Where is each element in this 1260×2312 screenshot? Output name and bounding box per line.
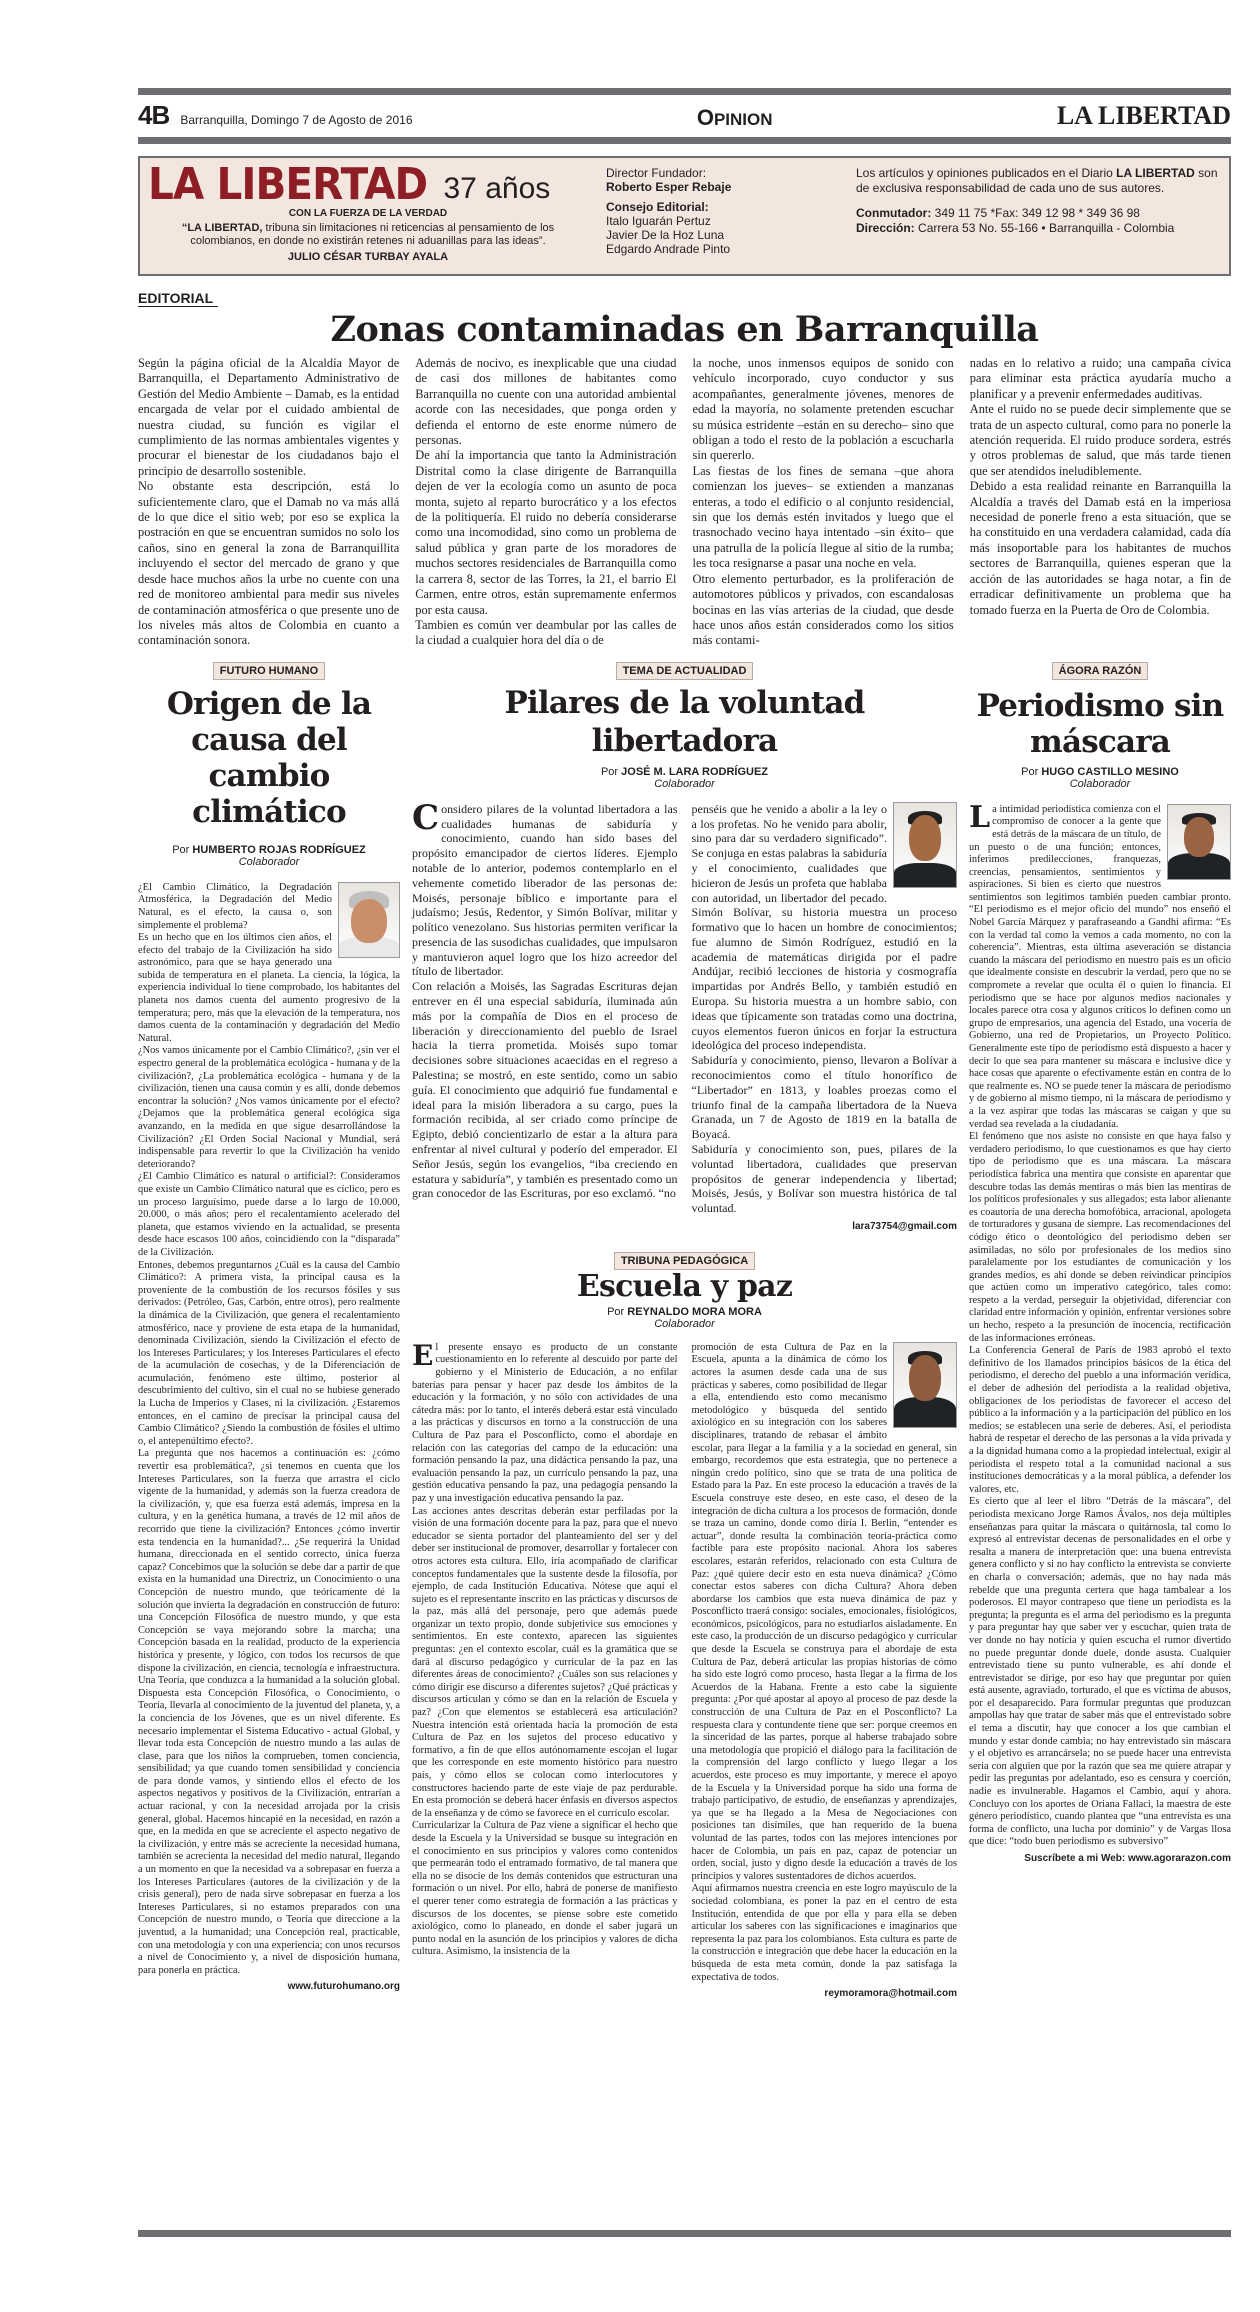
paragraph: La Conferencia General de París de 1983 aprobó el texto definitivo de los llamados principios básicos de la ética del periodismo, el derecho del pueblo a una información verídica, el deber de adhesión del periodista a la realidad objetiva, obligaciones de los periodistas de favorecer el acceso del público a la información y a la participación del público en los medios; se establecen una serie de deberes. Así, el periodista habrá de respetar el derecho de las personas a la vida privada y a la dignidad humana como a la propiedad intelectual, exigir al periodista el respeto total a la comunidad nacional a sus instituciones democráticas y a la moral pública, a defender los valores, etc. [969,1345,1231,1495]
article-badge: TEMA DE ACTUALIDAD [616,662,754,680]
paragraph: onsidero pilares de la voluntad libertadora a las cualidades humanas de sabiduría y conocimiento, cuando han sido bases del propósito emancipador de ciertos líderes. Ejemplo notable de lo anterior, podemos contemplarlo en el vehemente cometido liberador de las personas de: Moisés, personaje bíblico e importante para el judaísmo; Jesús, Redentor, y Simón Bolívar, militar y político venezolano. Sus historias permiten verificar la presencia de las susodichas cualidades, que impulsaron y mantuvieron aquel logro que los hizo acreedor del título de libertador. [412,801,678,979]
website-link[interactable]: www.futurohumano.org [287,1981,400,1993]
paragraph: Según la página oficial de la Alcaldía Mayor de Barranquilla, el Departamento Administrativo de Gestión del Medio Ambiente – Damab, es la entidad encargada de velar por el cuidado ambiental de nuestra ciudad, su función es vigilar el cumplimiento de las normas ambientales vigentes y procurar el bienestar de los ciudadanos bajo el principio de desarrollo sostenible. [138,356,400,478]
paragraph: La pregunta que nos hacemos a continuación es: ¿cómo revertir esa problemática?, ¿si tenemos en cuenta que los Intereses Particulares, son la fuerza que arrastra el ciclo vigente de la humanidad, y además son la fuerza creadora de la civilización, y, que esa fuerza está además, impresa en la cultura, y en la genética humana, a través de 12 mil años de recorrido que tiene la civilización? Entonces ¿cómo invertir esta tendencia en la humanidad?... ¿Se requerirá la Unidad humana, direccionada en el sentido correcto, única fuerza capaz? Concebimos que la solución se debe dar a partir de que exista en la humanidad una Directriz, un Conocimiento o una Concepción de nuestro mundo, que teóricamente dé la solución que invierta la degradación en construcción de futuro: una Concepción Filosófica de nuestro mundo, y que esta Concepción se vaya mejorando sobre la marcha; una Concepción basada en la realidad, producto de la experiencia histórica y presente, y lógico, con todos los recursos de que dispone la civilización, en ciencia, tecnología e infraestructura. Una Teoría, que conduzca a la humanidad a la solución global. Dispuesta esta Concepción Filosófica, o Conocimiento, o Teoría, llevarla al conocimiento de la juventud del planeta, y, a la conciencia de los Jóvenes, que es un nivel diferente. Es necesario implementar el Sistema Educativo - actual Global, y llevar toda esta Concepción de nuestro mundo a las aulas de clase, para que los niños la comprueben, tomen conciencia, sensibilidad; ya que cuando tomen sensibilidad y conciencia de para donde vamos, y sintiendo ellos el efecto de los aspectos negativos y positivos de la Civilización, entrarían a actuar racional, y con la necesidad arrojada por la crisis general, global. Hacemos hincapié en la necesidad, en razón a que, en la medida en que se acreciente el aspecto negativo de la civilización, y entre más se acreciente la necesidad humana, también se acrecienta la necesidad del medio natural, llegando a un momento en que la necesidad va a sobrepasar en fuerza a los Intereses Particulares (autores de la civilización y de la crisis general), pero de nada sirve sobrepasar en fuerza a los Intereses Particulares, si no estamos preparados con una Concepción de nuestro mundo, o Teoría que direccione a la juventud, a la humanidad; una Concepción real, practicable, con una metodología y con una experiencia; con unos recursos a nivel de Conocimiento y, a nivel de disposición humana, para ponerla en práctica. [138,1448,400,1976]
article-escuela [412,1249,957,2001]
drop-cap: C [412,797,440,838]
editorial-column [138,356,399,649]
top-rule [138,88,1231,95]
article-badge: FUTURO HUMANO [213,662,325,680]
website-link[interactable]: Suscríbete a mi Web: www.agorarazon.com [1024,1853,1231,1864]
author-role: Colaborador [238,855,300,868]
masthead-logo: LA LIBERTAD [148,159,428,210]
editorial-title: Zonas contaminadas en Barranquilla [330,309,1039,350]
article-byline [969,766,1231,778]
paragraph: ¿El Cambio Climático es natural o artificial?: Consideramos que existe un Cambio Climático natural que es cíclico, pero es un proceso larguísimo, puede darse a lo largo de 10.000, 20.000, o más años; pero el recalentamiento acelerado del planeta, que estamos viviendo en la actualidad, se presenta desde hace escasos 100 años, coincidiendo con la “disparada” de la Civilización. [138,1171,400,1258]
article-body [969,799,1231,1849]
masthead-box [138,156,1231,276]
council-member: Edgardo Andrade Pinto [606,242,731,256]
paragraph: Otro elemento perturbador, es la proliferación de automotores públicos y privados, con escandalosas bocinas en las vías arterias de la ciudad, que desde hace unos años están considerados como los sitios más contami- [692,571,954,648]
paragraph: Debido a esta realidad reinante en Barranquilla la Alcaldía a través del Damab está en la imperiosa necesidad de ponerle freno a esta situación, que se ha constituido en una verdadera calamidad, cada día más insoportable para los habitantes de muchos sectores de Barranquilla, quienes esperan que la acción de las autoridades se haga notar, a fin de erradicar definitivamente un problema que ha tomado fuerza en la Puerta de Oro de Colombia. [969,479,1231,617]
disclaimer-part: son de exclusiva responsabilidad de cada uno de sus autores. [856,166,1218,195]
author-photo [893,1342,957,1428]
editorial-body [138,356,1231,649]
paragraph: Las fiestas de los fines de semana –que ahora comienzan los jueves– se extienden a manzanas enteras, a todo el edificio o al conjunto residencial, sin que los demás estén invitados y luego que el trasnochado vecino haya intentado –sin éxito– que una patrulla de la policía llegue al sitio de la rumba; les toca resignarse a pasar una noche en vela. [692,463,954,571]
page-info [138,100,413,131]
editorial-column [415,356,676,649]
masthead-contact [846,158,1229,274]
paragraph: promoción de esta Cultura de Paz en la Escuela, apunta a la dinámica de cómo los actores la asumen desde cada una de sus prácticas y saberes, como posibilidad de llegar a ella, entendiendo esto como mecanismo metodológico y búsqueda del sentido axiológico en su integración con los saberes disciplinares, tratando de rebasar el ámbito escolar, para llegar a la familia y a la sociedad en general, sin embargo, recordemos que esta estrategia, que no pertenece a ningún credo político, sino que se trata de una política de Estado para la Paz. En este proceso la educación a través de la Escuela construye este deseo, en este caso, el deseo de la integración de dicha cultura a los procesos de formación, donde se traza un camino, donde como diría I. Berlin, “entender es actuar”, donde resulta la combinación teoría-práctica como factible para este propósito nacional. Ahora los saberes escolares, estarán referidos, relacionado con esta Cultura de Paz: ¿qué quiere decir esto en esta nueva dinámica? ¿Cómo conectar estos saberes con dicha Cultura? Ahora deben abordarse los cambios que esta nueva dinámica de paz y Posconflicto traerá consigo: sociales, emocionales, fisiológicos, económicos, psicológicos, para no estudiarlos aisladamente. En este caso, la producción de un discurso pedagógico y curricular que desde la Escuela se construya para el abordaje de esta Cultura de Paz, deberá articular las propias historias de cómo ha sido este logró como proceso, hasta llegar a la firma de los Acuerdos de la Habana. Frente a esto cabe la siguiente pregunta: ¿Por qué apostar al apoyo al proceso de paz desde la construcción de una Cultura de Paz en el Posconflicto? La respuesta clara y contundente tiene que ser: porque creemos en la sinceridad de las partes, porque al haberse trabajado sobre una metodología que propició el diálogo para la facilitación de la comprensión del largo conflicto y luego llegar a los acuerdos, este proceso es muy importante, y merece el apoyo de la Escuela y la Universidad porque ha sido una forma de trabajo participativo, de estudio, de enseñanzas y aprendizajes, ya que se ha llegado a la Mesa de Negociaciones con posiciones tan disímiles, que han requerido de la buena voluntad de las partes, todos con las mejores intenciones por hacer de Colombia, un país en paz, capaz de potenciar un orden, social, justo y digno desde la educación a través de los principios y valores sustentadores de dichos acuerdos. [691,1341,957,1882]
quote-author: JULIO CÉSAR TURBAY AYALA [287,251,449,263]
byline-prefix: Por [600,765,622,778]
paragraph: Entones, debemos preguntarnos ¿Cuál es la causa del Cambio Climático?: A primera vista, la principal causa es la proveniente de la combustión de los recursos fósiles y sus derivados: (Petróleo, Gas, Carbón, entre otros), pero realmente la dinámica de la Civilización, que genera el recalentamiento atmosférico, nace y proviene de esta etapa de la humanidad, denominada Civilización, siendo la Civilización el efecto de los Intereses Particulares; y los Intereses Particulares el efecto de la acumulación de cosechas, y de la Diferenciación de acumulación, fenómeno este último, posterior al descubrimiento del cultivo, sin el cual no se hubiese generado la Lucha de Imperios y Clases, ni la civilización. ¿Estaremos entonces, en el camino de precisar la principal causa del Cambio Climático? ¿Siendo la combustión de fósiles el ultimo o, el antepenúltimo efecto?. [138,1259,400,1447]
disclaimer-part: Los artículos y opiniones publicados en el Diario [856,166,1117,180]
byline-prefix: Por [172,843,193,856]
paragraph: Con relación a Moisés, las Sagradas Escrituras dejan entrever en él una especial sabiduría, iluminada aún más por la compañía de Dios en el proceso de liberación y direccionamiento del pueblo de Israel hacia la tierra prometida. Moisés supo tomar decisiones sobre situaciones acaecidas en el regreso a Palestina; se mostró, en este sentido, como un sabio guía. El conocimiento que adquirió fue fundamental e ideal para la misión liberadora a su cargo, pues la formación recibida, al ser criado como príncipe de Egipto, debió concientizarlo de estar a la altura para enfrentar al nivel cultural y poderío del emperador. El Señor Jesús, según los evangelios, “iba creciendo en estatura y sabiduría”, y también es presentado como un gran conocedor de las Escrituras, por eso exclamó. “no [412,979,678,1201]
masthead-logo-area [140,158,596,274]
header-rule [138,137,1231,144]
paragraph: De ahí la importancia que tanto la Administración Distrital como la clase dirigente de Barranquilla dejen de ver la ecología como un asunto de poca monta, sujeto al reparto burocrático y a los efectos de la politiquería. El ruido no debería considerarse como una incomodidad, sino como un problema de salud pública y gran parte de los moradores de muchos sectores residenciales de Barranquilla como la carrera 8, sector de las Torres, la 21, el barrio El Carmen, entre otros, están supremamente enfermos por esta causa. [415,448,677,617]
byline-prefix: Por [607,1305,628,1318]
article-title: Escuela y paz [576,1268,793,1304]
article-title: Origen de la causa del cambio climático [166,685,372,830]
masthead-tagline: CON LA FUERZA DE LA VERDAD [288,208,448,219]
article-title: Periodismo sin máscara [976,687,1224,760]
article-byline [138,844,400,856]
masthead-quote [148,222,588,248]
editorial-label: EDITORIAL [138,290,218,307]
author-role: Colaborador [654,777,715,790]
paragraph: Tambien es común ver deambular por las calles de la ciudad a cualquier hora del día o de [415,617,677,648]
article-futuro-humano [138,659,400,2001]
paragraph: nadas en lo relativo a ruido; una campaña cívica para eliminar esta práctica ayudaría mucho a planificar y a prevenir enfermedades auditivas. [969,356,1231,401]
byline-prefix: Por [1021,765,1042,778]
author-name: HUMBERTO ROJAS RODRÍGUEZ [192,843,366,856]
brand-name: LA LIBERTAD [1056,101,1231,130]
phone-value: 349 11 75 *Fax: 349 12 98 * 349 36 98 [931,206,1140,220]
paragraph: El fenómeno que nos asiste no consiste en que haya falso y verdadero periodismo, lo que cuestionamos es que hay cierto tipo de periodismo que es una máscara. La máscara periodística fabrica una mentira que consiste en aparentar que descubre todas las demás mentiras o más bien las mentiras de los políticos profesionales y sus allegados; esta labor alienante es coautoría de una derecha homofóbica, arracional, apologeta de torturadores y gusana de siempre. Las recomendaciones del código ético o deontológico del periodismo deben ser asimiladas, no sólo por profesionales de los medios sino paralelamente por los estudiantes de comunicación y los grandes medios, es ahí donde se deben reivindicar principios que actúen como un imperativo categórico, tales como: respeto a la verdad, perseguir la objetividad, diferenciar con claridad entre información y opinión, enfrentar versiones sobre un hecho, respeto a la presunción de inocencia, rectificación de las informaciones erróneas. [969,1131,1231,1344]
paragraph: a intimidad periodística comienza con el compromiso de conocer a la gente que está detrás de la máscara de un título, de un puesto o de una función; entonces, inferimos predilecciones, franquezas, creencias, pensamientos, sentimientos y aspiraciones. Si bien es cierto que nuestros sentimientos son legítimos también pueden cambiar pronto. “El periodismo es el mejor oficio del mundo” nos enseñó el Nobel García Márquez y parafraseando a Gandhi afirma: “Es con la verdad tal como la vemos a cada momento, no con la coherencia”. Mientras, esta última aseveración se distancia cuando la máscara del periodismo en nuestro país es un oficio que idealmente consiste en descubrir la verdad, pero que no se compromete a revelar que oculta él o quien lo financia. El periodismo que se hace por algunos medios nacionales y locales parece otra cosa y algunos críticos lo definen como un grupo de empresarios, una agencia del Estado, una vocería de Gobierno, una red de Propietarios, un Proyecto Político. Generalmente este tipo de periodismo está dispuesto a hacer y decir lo que sea para mantener su máscara e inclusive dice y hace cosas que aparente o efectivamente están en contra de lo que realmente es. NO se puede tener la máscara de periodismo y de gobierno al mismo tiempo, ni la máscara de periodismo y a la vez aspirar que todas las máscaras se caigan y que su verdad sea revelada a la ciudadanía. [969,803,1231,1130]
article-column [692,802,958,1235]
article-badge: TRIBUNA PEDAGÓGICA [614,1252,755,1270]
masthead-staff [596,158,846,274]
author-name: REYNALDO MORA MORA [627,1305,762,1318]
article-byline [412,1306,957,1318]
disclaimer-brand: LA LIBERTAD [1116,166,1195,180]
anniversary-label: 37 años [443,172,551,205]
page-number: 4B [138,100,170,130]
quote-text: tribuna sin limitaciones ni reticencias al pensamiento de los colombianos, en donde no existirán retenes ni aduanillas para las ideas”. [190,222,555,247]
paragraph: penséis que he venido a abolir a la ley o a los profetas. No he venido para abolir, sino para dar su verdadero significado”. Se conjuga en estas palabras la sabiduría y el conocimiento, cualidades que hicieron de Jesús un profeta que hablaba con autoridad, un libertador del pecado. Simón Bolívar, su historia muestra un proceso formativo que lo hacen un hombre de conocimientos; fue alumno de Simón Rodríguez, estudió en la academia de matemáticas dirigida por el padre Andújar, recibió lecciones de historia y cosmografía impartidas por Andrés Bello, y también estudió en Europa. Su historia muestra a un hombre sabio, con ideas que típicamente son tratadas como una doctrina, cuyos elementos fueron únicos en forjar la estructura ideológica del proceso independista. [691,801,957,1053]
article-agora-razon [969,659,1231,2001]
paragraph: Sabiduría y conocimiento son, pues, pilares de la voluntad libertadora, cualidades que preservan propósitos de generar independencia y libertad; Moisés, Jesús, y Bolívar son muestra histórica de tal voluntad. [691,1142,957,1216]
paragraph: Además de nocivo, es inexplicable que una ciudad de casi dos millones de habitantes como Barranquilla no cuente con una autoridad ambiental acorde con las necesidades, que ponga orden y defienda el entorno de este enorme número de personas. [415,356,677,448]
phone-line [856,206,1219,221]
opinion-section [138,659,1231,2001]
author-role: Colaborador [654,1317,715,1330]
page-header [138,95,1231,135]
drop-cap: L [969,799,991,835]
page-date: Barranquilla, Domingo 7 de Agosto de 2016 [180,113,413,127]
paragraph: Es cierto que al leer el libro “Detrás de la máscara”, del periodista mexicano Jorge Ramos Ávalos, nos deja múltiples enseñanzas para quitar la máscara o quitárnosla, tal como lo expresó al entrevistar decenas de personalidades en el orbe y resalta a manera de interpretación que: una buena entrevista genera conflicto y si no hay conflicto la entrevista se convierte en charla o conversación; además, que no hay nada más rebelde que una pregunta certera que haga tambalear a los poderosos. El mayor contrapeso que tiene un periodista es la pregunta; la pregunta es el arma del periodismo es la pregunta y para preguntar hay que saber ver y escuchar, quien trata de ver donde no hay noticia y quien escucha el rumor divertido no puede preguntar donde duele, donde asusta. Cualquier entrevistado tiene su punto vulnerable, es ahí donde el entrevistador se dirige, por eso hay que preguntar por quien está ausente, agraviado, torturado, el que es víctima de abusos, por el desaparecido. Para formular preguntas que produzcan ampollas hay que tratar de saber más que el entrevistado sobre el tema a discutir, hay que conocer a los que cambian el mundo y estar donde cambia; no hay entrevistado sin máscara y el objetivo es arrancársela; no se puede hacer una entrevista seria con alguien que por la razón que sea me quiere atrapar y pedir las preguntas por adelantado, eso es censura y coerción, nadie es invulnerable. Hagamos el Cambio, aquí y ahora. Concluyo con los aportes de Oriana Fallaci, la maestra de este género periodístico, cuando plantea que “una entrevista es una forma de conflicto, una lucha por dominio” y de Vargas llosa que dice: “todo buen periodismo es subversivo” [969,1496,1231,1848]
bottom-rule [138,2230,1231,2237]
disclaimer [856,166,1219,196]
article-pilares [412,659,957,1235]
article-byline [412,766,957,778]
article-body [138,882,400,1978]
article-title: Pilares de la voluntad libertadora [504,684,865,759]
author-photo [338,882,400,958]
article-badge: ÁGORA RAZÓN [1052,662,1149,680]
address-label: Dirección: [856,221,915,235]
paragraph: Es un hecho que en los últimos cien años, el efecto del trabajo de la Civilización ha sido astronómico, para que se haya generado una subida de temperatura en el planeta. La ciencia, la lógica, la experiencia individual lo tiene comprobado, los habitantes del planeta nos damos cuenta del aumento progresivo de la temperatura; pero, más que la elevación de la temperatura, nos damos cuenta de la contaminación y degradación del Medio Natural. [138,932,400,1044]
council-member: Javier De la Hoz Luna [606,228,725,242]
author-email[interactable]: reymoramora@hotmail.com [824,1988,957,2000]
paragraph: No obstante esta descripción, está lo suficientemente claro, que el Damab no va más allá de lo que dice el sitio web; por eso se explica la postración en que se encuentran sumidos no solo los caños, sino en general la zona de Barranquillita incluyendo el sector del mercado de grano y que desde hace muchos años la urbe no cuente con una red de monitoreo ambiental para medir sus niveles de contaminación atmosférica o que presente uno de los niveles más altos de Colombia en cuanto a contaminación sonora. [138,479,400,648]
author-photo [1167,804,1231,880]
quote-brand: “LA LIBERTAD, [181,222,263,234]
paragraph: ¿El Cambio Climático, la Degradación Atmosférica, la Degradación del Medio Natural, es el efecto, la causa o, son simplemente el problema? [138,881,332,931]
phone-label: Conmutador: [856,206,932,220]
paragraph: Sabiduría y conocimiento, pienso, llevaron a Bolívar a reconocimientos como el título honorífico de “Libertador” en 1813, y loables proezas como el triunfo final de la campaña libertadora de la Nueva Granada, un 7 de Agosto de 1819 en la batalla de Boyacá. [691,1053,957,1142]
paragraph: ¿Nos vamos únicamente por el Cambio Climático?, ¿sin ver el espectro general de la problemática ecológica - humana y de la civilización?, ¿La problemática ecológica - humana y de la civilización, tienen una causa común y es allí, donde debemos encontrar la solución? ¿Nos vamos únicamente por el efecto? ¿Dejamos que la problemática general ecológica siga avanzando, en la medida en que sigue desarrollándose la Civilización? ¿El Orden Social Nacional y Mundial, será indispensable para revertir lo que la Civilización ha venido deteriorando? [138,1045,400,1170]
director-name: Roberto Esper Rebaje [606,180,732,194]
author-name: HUGO CASTILLO MESINO [1041,765,1179,778]
newspaper-page [138,88,1231,2001]
council-member: Italo Iguarán Pertuz [606,214,711,228]
section-rest: PINION [713,110,773,129]
middle-column [412,659,957,2001]
section-title [697,105,773,131]
director-label: Director Fundador: [606,166,707,180]
address-value: Carrera 53 No. 55-166 • Barranquilla - Colombia [914,221,1175,235]
address-line [856,221,1219,236]
author-photo [893,802,957,888]
paragraph: Las acciones antes descritas deberán estar perfiladas por la visión de una formación docente para la paz, para que el nuevo educador se sienta portador del planteamiento del ser y del deber ser institucional de promover, desarrollar y fortalecer con otros actores esta cultura. Ello, iría acompañado de clarificar conceptos fundamentales que la sustente desde la filosofía, por ejemplo, de cada Institución Educativa. Nótese que aquí el sujeto es el representante inscrito en las prácticas y discursos de la paz, más allá del personaje, pero que además puede organizar un texto propio, donde subjetivice sus emociones y sentimientos. En este contexto, aparecen las siguientes preguntas: ¿en el contexto escolar, cuál es la gramática que se dará al discurso pedagógico y curricular de la paz en las diferentes áreas de conocimiento? ¿Cuáles son sus relaciones y cómo dirigir ese discurso a diferentes sujetos? ¿Qué prácticas y discursos articulan y cómo se dan en la relación de Escuela y paz? ¿Con que elementos se establecerá esa articulación? Nuestra intención está orientada hacia la promoción de esta Cultura de Paz en los sujetos del proceso educativo y formativo, a fin de que ellos autónomamente escojan el lugar que les corresponde en este momento histórico para nuestro país, y cómo ellos se colocan como interlocutores y constructores haciendo parte de este viaje de paz perdurable. En esta promoción se deberá hacer énfasis en diversos aspectos de la enseñanza y de cómo se favorece en el currículo escolar. [412,1505,678,1819]
author-email[interactable]: lara73754@gmail.com [852,1221,957,1233]
council-label: Consejo Editorial: [606,200,709,214]
paragraph: Aquí afirmamos nuestra creencia en este logro mayúsculo de la sociedad colombiana, es poner la paz en el centro de esta Institución, entendida de que por ella y para ella se deben articular los saberes con las significaciones e imaginarios que representa la paz para los colombianos. Esta cultura es parte de la construcción e integración que debe hacer la educación en la búsqueda de esta meta común, donde la paz satisfaga la expectativa de todos. [691,1883,957,1983]
author-role: Colaborador [1069,777,1131,790]
paragraph: Ante el ruido no se puede decir simplemente que se trata de un aspecto cultural, como para no ponerle la atención requerida. El ruido produce sordera, estrés y otros problemas de salud, que más tarde tienen que ser atendidos ineludiblemente. [969,402,1231,478]
paragraph: Curricularizar la Cultura de Paz viene a significar el hecho que desde la Escuela y la Universidad se busque su integración en el conocimiento en sus principios y valores como contenidos que permearán todo el entramado formativo, de tal manera que ella no se disocie de los demás contenidos que estructuran una formación o un nivel. Por ello, habrá de ponerse de manifiesto el querer tener como estrategia de formación a las prácticas y discursos de los docentes, se piense sobre este cometido axiológico, como lo planeado, en donde el saber jugará un punto nodal en la asunción de los principios y valores de dicha cultura. Asimismo, la insistencia de la [412,1820,678,1958]
section-first-letter: O [696,105,714,130]
article-column [692,1342,958,2001]
paragraph: la noche, unos inmensos equipos de sonido con vehículo incorporado, cuyo conductor y sus acompañantes, generalmente jóvenes, menores de edad la mayoría, no solamente pretenden escuchar su música estridente –están en su derecho– sino que obligan a todo el resto de la población a escucharla sin quererlo. [692,356,954,463]
article-column [412,1338,678,2001]
drop-cap: E [412,1338,434,1372]
article-column [412,797,678,1235]
editorial-column [970,356,1231,649]
author-name: JOSÉ M. LARA RODRÍGUEZ [621,765,769,778]
editorial-column [693,356,954,649]
paragraph: l presente ensayo es producto de un constante cuestionamiento en lo referente al descuido por parte del gobierno y el Ministerio de Educación, a no enfilar baterías para pensar y hacer paz desde los ámbitos de la educación y la formación, y no sólo con actividades de una cátedra más: por lo tanto, el interés deberá estar está vinculado a las prácticas y discursos en torno a la construcción de una Cultura de Paz para el Posconflicto, como el abordaje en relación con las categorías del campo de la educación: una formación pensando la paz, una didáctica pensando la paz, una evaluación pensando la paz, un currículo pensando la paz, una gestión educativa pensando la paz, una pedagogía pensando la paz y una investigación educativa pensando la paz. [412,1341,678,1504]
